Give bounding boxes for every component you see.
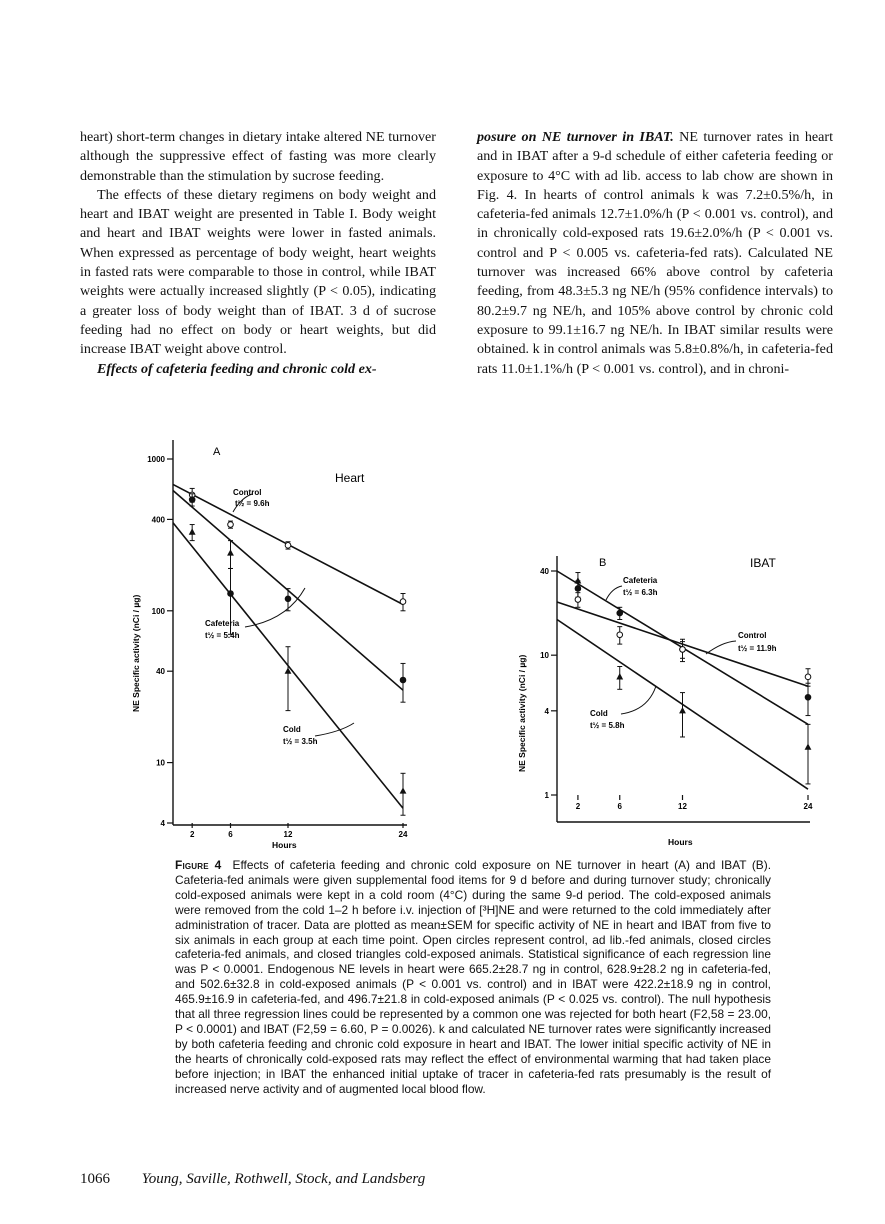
section-heading-end: posure on NE turnover in IBAT. (477, 129, 674, 145)
cafeteria-label: Cafeteria (623, 576, 658, 585)
panel-title: Heart (335, 471, 365, 485)
figure-label: Figure 4 (175, 858, 222, 872)
cafeteria-leader-line (245, 588, 305, 627)
cold-leader-line (315, 723, 354, 736)
x-tick-label: 24 (803, 802, 813, 811)
data-points (189, 488, 407, 815)
control-data-point (805, 674, 811, 680)
cafeteria-data-point (285, 596, 291, 602)
cold-data-point (400, 787, 407, 793)
left-text-column (80, 128, 436, 379)
section-heading-start: Effects of cafeteria feeding and chronic cold ex- (97, 360, 377, 377)
x-tick-label: 2 (575, 802, 581, 811)
x-tick-label: 6 (617, 802, 622, 811)
cold-label: Cold (283, 725, 301, 734)
cafeteria-data-point (805, 694, 811, 700)
y-tick-label: 40 (156, 667, 165, 677)
control-data-point (228, 522, 234, 528)
y-tick-label: 40 (540, 567, 549, 576)
regression-lines (557, 571, 808, 789)
cafeteria-data-point (400, 677, 406, 683)
panel-title: IBAT (750, 556, 776, 570)
y-tick-label: 10 (540, 651, 549, 661)
x-axis-label: Hours (272, 840, 297, 850)
y-axis-label: NE Specific activity (nCi / µg) (131, 594, 141, 712)
control-data-point (285, 543, 291, 549)
x-ticks (576, 795, 813, 811)
x-axis-label: Hours (668, 837, 693, 847)
cold-label: Cold (590, 709, 608, 718)
control-data-point (400, 599, 406, 605)
cafeteria-halflife: t½ = 5.4h (205, 631, 240, 640)
running-authors: Young, Saville, Rothwell, Stock, and Landsberg (141, 1171, 426, 1187)
control-label: Control (738, 631, 767, 640)
y-tick-label: 400 (151, 515, 165, 525)
control-data-point (680, 647, 686, 653)
cafeteria-label: Cafeteria (205, 619, 240, 628)
cafeteria-halflife: t½ = 6.3h (623, 588, 658, 597)
cold-halflife: t½ = 3.5h (283, 737, 318, 746)
control-data-point (617, 632, 623, 638)
y-axis-label: NE Specific activity (nCi / µg) (517, 654, 527, 772)
cold-data-point (679, 707, 686, 713)
x-tick-label: 2 (189, 830, 195, 839)
page-number: 1066 (80, 1171, 110, 1187)
cafeteria-data-point (617, 610, 623, 616)
paragraph-body-weight: The effects of these dietary regimens on body weight and heart and IBAT weight are presented in Table I. Body weight and heart and IBAT weights were lower in fasted animals. When expressed as percentage of body weight, heart weights in fasted rats were comparable to those in control, while IBAT weights were actually increased slightly (P < 0.05), indicating a greater loss of body weight than of IBAT. 3 d of sucrose feeding had no effect on body or heart weights, but did increase IBAT weight above control. (80, 186, 436, 358)
y-tick-label: 10 (156, 758, 165, 768)
cafeteria-leader-line (606, 586, 622, 600)
x-tick-label: 6 (228, 830, 233, 839)
x-tick-label: 12 (678, 802, 687, 811)
y-tick-label: 100 (151, 606, 165, 616)
ibat-turnover-chart (510, 550, 830, 860)
cold-data-point (227, 549, 234, 555)
right-text-column (477, 128, 833, 379)
x-tick-label: 24 (398, 830, 408, 839)
panel-letter: B (599, 557, 607, 569)
cold-data-point (616, 673, 623, 679)
y-tick-label: 4 (544, 706, 549, 716)
y-tick-label: 1000 (147, 455, 165, 464)
control-halflife: t½ = 9.6h (235, 499, 270, 508)
cold-halflife: t½ = 5.8h (590, 721, 625, 730)
cold-data-point (805, 743, 812, 749)
heart-turnover-chart (125, 440, 425, 860)
x-tick-label: 12 (283, 830, 293, 839)
cold-data-point (189, 528, 196, 534)
caption-text: Effects of cafeteria feeding and chronic cold exposure on NE turnover in heart (A) and IBAT (B). Cafeteria-fed animals were given supplemental food items for 9 d before and during turnover study; chronically cold-exposed animals were kept in a cold room (4°C) during the same 9-d period. The cold-exposed animals were removed from the cold 1–2 h before i.v. injection of [³H]NE and were returned to the cold immediately after administration of tracer. Data are plotted as mean±SEM for specific activity of NE in heart and IBAT from five to six animals in each group at each time point. Open circles represent control, ad lib.-fed animals, closed circles cafeteria-fed animals, and closed triangles cold-exposed animals. Statistical significance of each regression line was P < 0.0001. Endogenous NE levels in heart were 665.2±28.7 ng in control, 628.9±28.2 ng in cafeteria-fed, and 502.6±32.8 in cold-exposed animals (P < 0.001 vs. control) and in IBAT were 422.2±18.9 ng in control, 465.9±16.9 in cafeteria-fed, and 496.7±21.8 in cold-exposed animals (P < 0.025 vs. control). The null hypothesis that all three regression lines could be represented by a common one was rejected for both heart (F2,58 = 23.00, P < 0.0001) and IBAT (F2,59 = 6.60, P = 0.0026). k and calculated NE turnover rates were significantly increased by both cafeteria feeding and chronic cold exposure in heart and IBAT. The lower initial specific activity of NE in the hearts of chronically cold-exposed rats may reflect the effect of environmental warming that had taken place before injection; in IBAT the enhanced initial uptake of tracer in cafeteria-fed rats presumably is the result of increased nerve activity and of augmented local blood flow. (175, 858, 772, 1096)
y-ticks (540, 567, 557, 800)
cafeteria-data-point (189, 497, 195, 503)
cafeteria-data-point (228, 591, 234, 597)
paragraph-continuation: heart) short-term changes in dietary intake altered NE turnover although the suppressive effect of fasting was more clearly demonstrable than the stimulation by sucrose feeding. (80, 129, 436, 184)
paragraph-turnover: NE turnover rates in heart and in IBAT after a 9-d schedule of either cafeteria feeding or exposure to 4°C with ad lib. access to lab chow are shown in Fig. 4. In hearts of control animals k was 7.2±0.5%/h, in cafeteria-fed animals 12.7±1.0%/h (P < 0.001 vs. control), and in chronically cold-exposed rats 19.6±2.0%/h (P < 0.001 vs. control and P < 0.005 vs. cafeteria-fed rats). Calculated NE turnover was increased 66% above control by cafeteria feeding, from 48.3±5.3 ng NE/h (95% confidence intervals) to 80.2±9.7 ng NE/h, and 105% above control by chronic cold exposure to 99.1±16.7 ng NE/h. In IBAT similar results were obtained. k in control animals was 5.8±0.8%/h, in cafeteria-fed rats 11.0±1.1%/h (P < 0.001 vs. control), and in chroni- (477, 129, 833, 377)
control-label: Control (233, 488, 262, 497)
page-footer (80, 1171, 425, 1188)
cold-leader-line (621, 686, 656, 714)
panel-letter: A (213, 446, 221, 458)
y-ticks (147, 455, 173, 828)
y-tick-label: 1 (544, 791, 549, 800)
control-leader-line (706, 641, 736, 654)
y-tick-label: 4 (160, 819, 165, 828)
control-halflife: t½ = 11.9h (738, 644, 777, 653)
cold-data-point (575, 577, 582, 583)
figure-caption (175, 858, 771, 1097)
control-data-point (575, 597, 581, 603)
